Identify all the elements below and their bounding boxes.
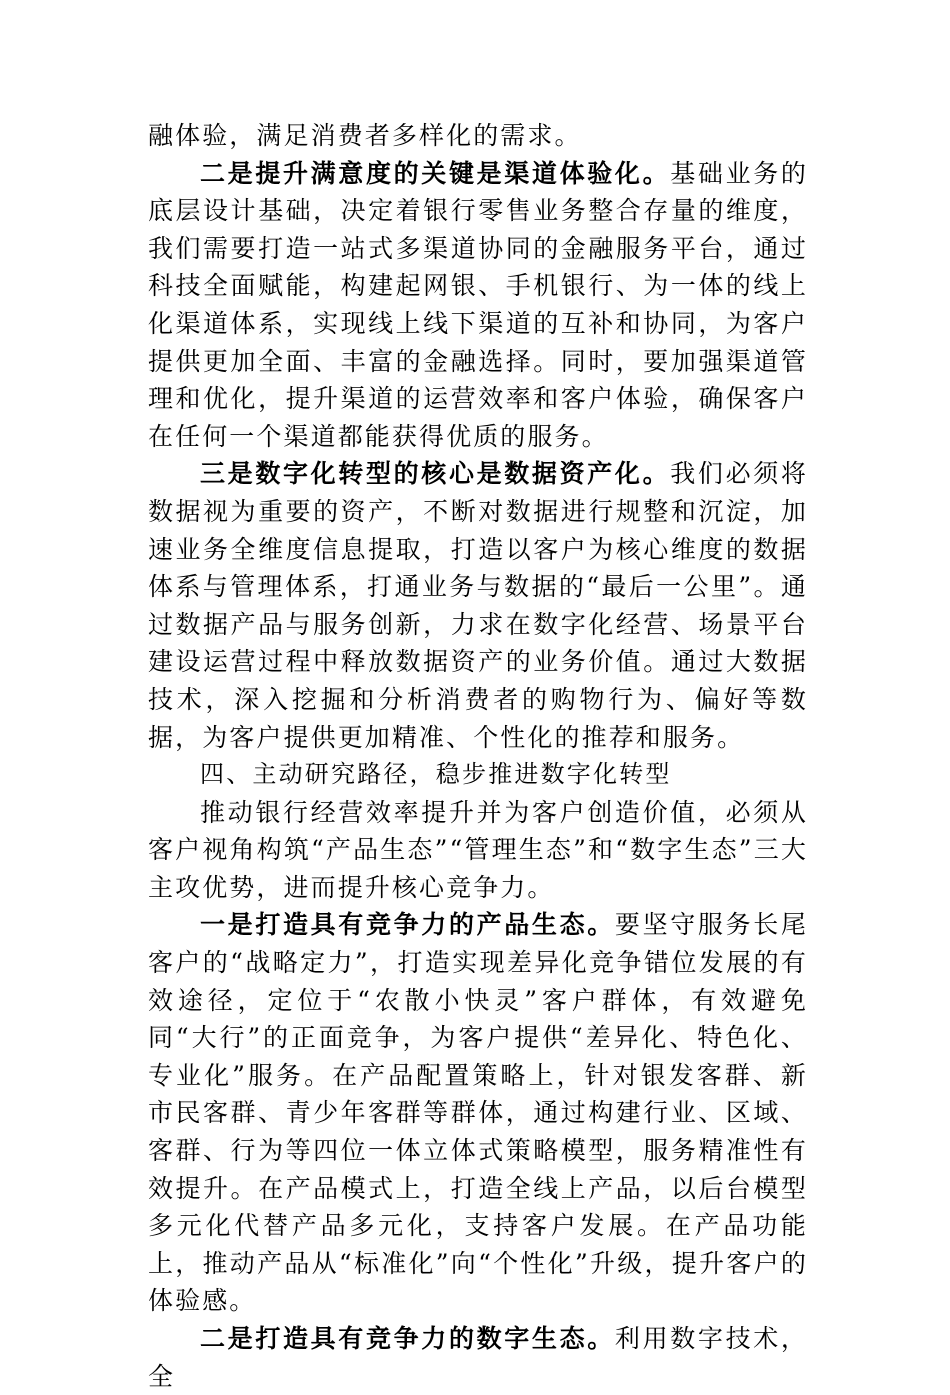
section-heading: [148, 756, 808, 794]
paragraph-3-text: 我们必须将数据视为重要的资产，不断对数据进行规整和沉淀，加速业务全维度信息提取，打造以客户为核心维度的数据体系与管理体系，打通业务与数据的“最后一公里”。通过数据产品与服务创新，力求在数字化经营、场景平台建设运营过程中释放数据资产的业务价值。通过大数据技术，深入挖掘和分析消费者的购物行为、偏好等数据，为客户提供更加精准、个性化的推荐和服务。: [148, 459, 808, 752]
section-heading-text: 四、主动研究路径，稳步推进数字化转型: [200, 760, 672, 789]
paragraph-6-lead: 一是打造具有竞争力的产品生态。: [200, 910, 615, 940]
paragraph-2-lead: 二是提升满意度的关键是渠道体验化。: [200, 158, 671, 188]
paragraph-3: [148, 455, 808, 756]
paragraph-2: [148, 155, 808, 456]
paragraph-5-text: 推动银行经营效率提升并为客户创造价值，必须从客户视角构筑“产品生态”“管理生态”和“数字生态”三大主攻优势，进而提升核心竞争力。: [148, 797, 808, 902]
paragraph-6-text: 要坚守服务长尾客户的“战略定力”，打造实现差异化竞争错位发展的有效途径，定位于“农散小快灵”客户群体，有效避免同“大行”的正面竞争，为客户提供“差异化、特色化、专业化”服务。在产品配置策略上，针对银发客群、新市民客群、青少年客群等群体，通过构建行业、区域、客群、行为等四位一体立体式策略模型，服务精准性有效提升。在产品模式上，打造全线上产品，以后台模型多元化代替产品多元化，支持客户发展。在产品功能上，推动产品从“标准化”向“个性化”升级，提升客户的体验感。: [148, 910, 808, 1316]
document-body: [148, 117, 808, 1395]
paragraph-1-text: 融体验，满足消费者多样化的需求。: [148, 121, 582, 150]
paragraph-1: [148, 117, 808, 155]
paragraph-5: [148, 794, 808, 907]
paragraph-6: [148, 906, 808, 1320]
paragraph-7: [148, 1320, 808, 1395]
paragraph-2-text: 基础业务的底层设计基础，决定着银行零售业务整合存量的维度，我们需要打造一站式多渠道协同的金融服务平台，通过科技全面赋能，构建起网银、手机银行、为一体的线上化渠道体系，实现线上线下渠道的互补和协同，为客户提供更加全面、丰富的金融选择。同时，要加强渠道管理和优化，提升渠道的运营效率和客户体验，确保客户在任何一个渠道都能获得优质的服务。: [148, 158, 808, 451]
paragraph-7-text: 利用数字技术，全: [148, 1324, 808, 1391]
paragraph-3-lead: 三是数字化转型的核心是数据资产化。: [200, 459, 671, 489]
paragraph-7-lead: 二是打造具有竞争力的数字生态。: [200, 1324, 615, 1353]
